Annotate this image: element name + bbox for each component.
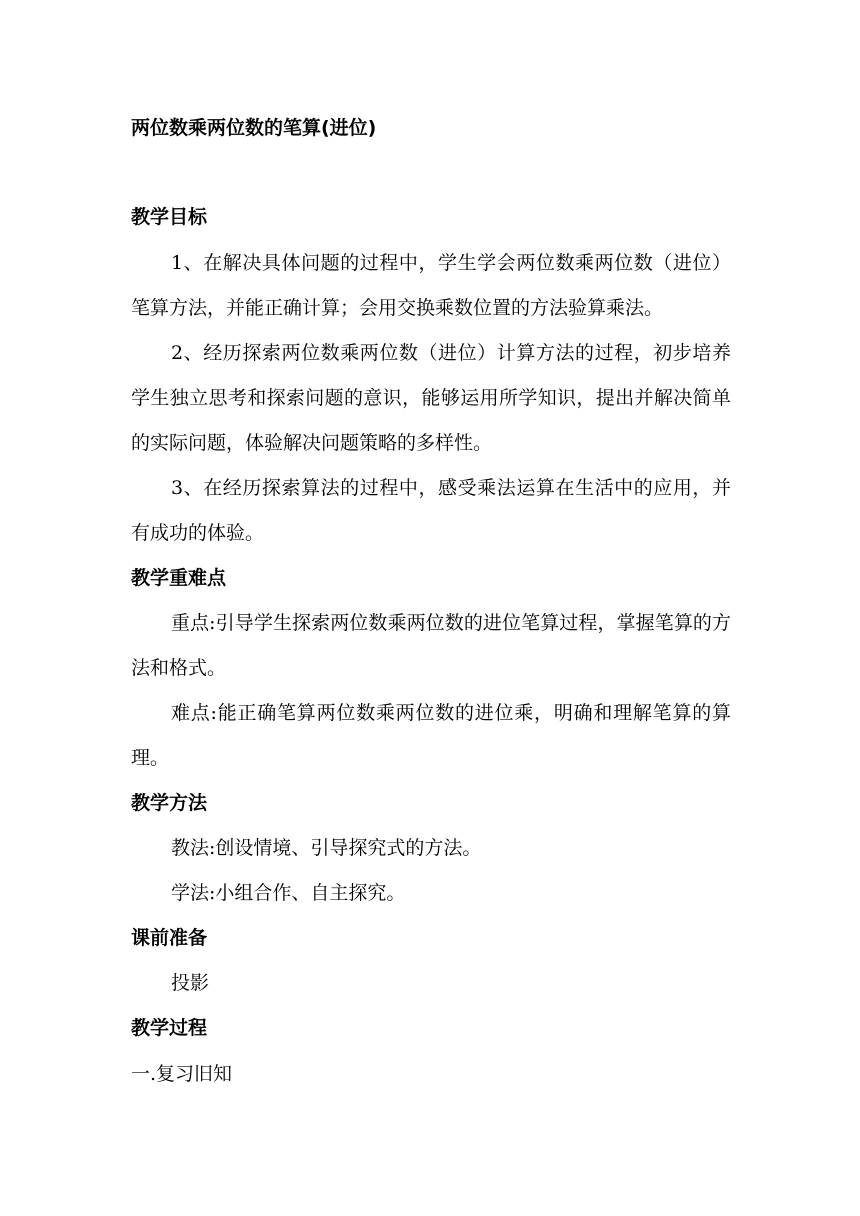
heading-preparation: 课前准备 [131,927,208,949]
objective-item-2: 2、经历探索两位数乘两位数（进位）计算方法的过程，初步培养学生独立思考和探索问题的意识，能够运用所学知识，提出并解决简单的实际问题，体验解决问题策略的多样性。 [131,342,731,454]
heading-teaching-process: 教学过程 [131,1017,208,1039]
objective-item-3: 3、在经历探索算法的过程中，感受乘法运算在生活中的应用，并有成功的体验。 [131,477,731,544]
process-step-1: 一.复习旧知 [131,1063,233,1085]
heading-teaching-methods: 教学方法 [131,792,208,814]
difficult-point-item: 难点:能正确笔算两位数乘两位数的进位乘，明确和理解笔算的算理。 [131,702,731,769]
heading-key-difficult-points: 教学重难点 [131,567,227,589]
teaching-method-item: 教法:创设情境、引导探究式的方法。 [171,837,482,859]
document-title: 两位数乘两位数的笔算(进位) [131,117,377,139]
learning-method-item: 学法:小组合作、自主探究。 [171,882,406,904]
key-point-item: 重点:引导学生探索两位数乘两位数的进位笔算过程，掌握笔算的方法和格式。 [131,612,731,679]
heading-teaching-objectives: 教学目标 [131,206,208,228]
preparation-item: 投影 [171,972,210,994]
objective-item-1: 1、在解决具体问题的过程中，学生学会两位数乘两位数（进位）笔算方法，并能正确计算；会用交换乘数位置的方法验算乘法。 [131,252,731,319]
